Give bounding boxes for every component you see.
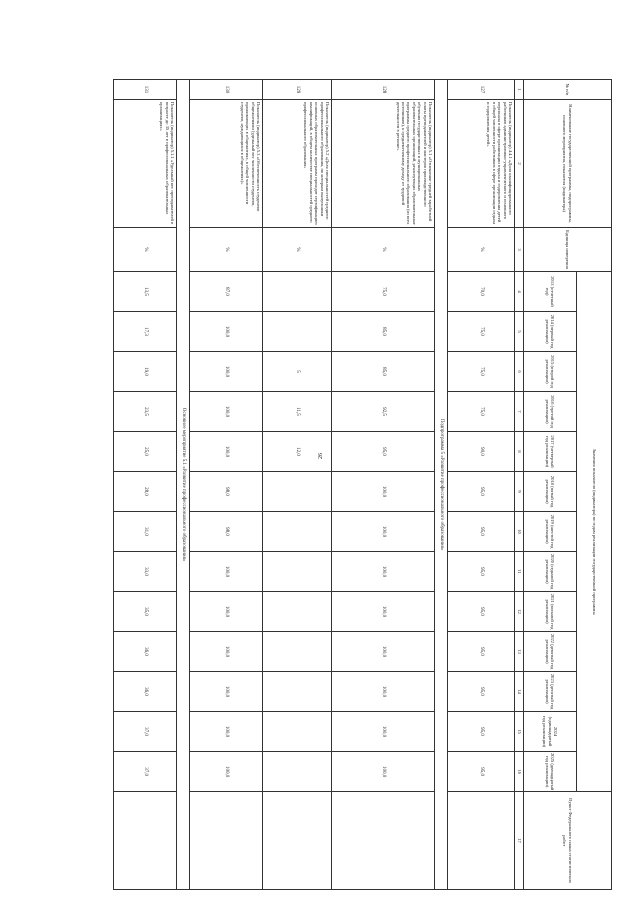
table-row (448, 80, 515, 890)
header-year: 2021 (восьмой год реализации) (524, 592, 577, 632)
header-col-number: 14 (515, 672, 524, 712)
row-value: 100,0 (190, 672, 263, 712)
row-value: 87,0 (190, 272, 263, 312)
rotated-table-container (56, 79, 612, 889)
row-unit: % (448, 228, 515, 272)
row-value: 37,0 (114, 752, 177, 792)
row-indicator-name: Показатель (индикатор) 5.1 «Отношение средней заработной платы преподавателей и мастеров производственного обучения государственных и муниципальных образовательных организаций, реализующих образовательные программы среднего профессионального образования (из всех источников), к среднемесячному доходу от трудовой деятельности в регионе» (332, 100, 435, 228)
header-col-number: 9 (515, 472, 524, 512)
row-value (263, 272, 332, 312)
row-value: 19,0 (114, 352, 177, 392)
row-value: 98,0 (190, 512, 263, 552)
row-value: 95,0 (332, 432, 435, 472)
header-year: 2019 (шестой год реализации) (524, 512, 577, 552)
table-row (190, 80, 263, 890)
row-value: 75,0 (448, 352, 515, 392)
header-unit: Единица измерения (524, 228, 612, 272)
row-value: 95,0 (448, 752, 515, 792)
row-value: 100,0 (190, 592, 263, 632)
row-value (263, 672, 332, 712)
header-year: 2023 (десятый год реализации) (524, 672, 577, 712)
row-unit: % (114, 228, 177, 272)
row-value: 36,0 (114, 632, 177, 672)
header-col-number: 7 (515, 392, 524, 432)
header-year: 2024 (одиннадцатый год реализации) (524, 712, 577, 752)
row-value: 100,0 (332, 632, 435, 672)
header-col-number: 11 (515, 552, 524, 592)
section-title: Подпрограмма 5 «Развитие профессионального образования» (435, 80, 448, 890)
row-value: 17,3 (114, 312, 177, 352)
row-value (263, 592, 332, 632)
row-value: 11,5 (263, 392, 332, 432)
row-value (263, 472, 332, 512)
indicator-table (113, 79, 612, 890)
header-col-number: 4 (515, 272, 524, 312)
header-year: 2016 (третий год реализации) (524, 392, 577, 432)
row-value: 95,0 (448, 712, 515, 752)
row-unit: % (263, 228, 332, 272)
row-value: 95,0 (448, 472, 515, 512)
row-value: 70,0 (448, 272, 515, 312)
row-value (263, 512, 332, 552)
row-value: 100,0 (190, 432, 263, 472)
header-name: Наименование государственной программы, подпрограммы, основного мероприятия, показателя (индикатора) (524, 100, 612, 228)
header-num: № п/п (524, 80, 612, 100)
row-unit: % (332, 228, 435, 272)
row-value: 100,0 (190, 632, 263, 672)
header-year: 2017 (четвертый год реализации) (524, 432, 577, 472)
row-value: 100,0 (332, 552, 435, 592)
row-plan (114, 792, 177, 890)
row-plan (448, 792, 515, 890)
header-col-number: 5 (515, 312, 524, 352)
row-value: 37,0 (114, 712, 177, 752)
row-number: 128 (332, 80, 435, 100)
row-value (263, 312, 332, 352)
row-value: 33,0 (114, 552, 177, 592)
row-value: 100,0 (332, 472, 435, 512)
row-value: 35,0 (114, 592, 177, 632)
header-col-number: 12 (515, 592, 524, 632)
header-year: 2025 (двенадцатый год реализации) (524, 752, 577, 792)
row-value: 31,0 (114, 512, 177, 552)
row-indicator-name: Показатель (индикатор) 4.4.1 «Доля квалифицированного работников административно-управленческого и основного персонала в сфере организации отдыха и оздоровления детей в общей численности работников в сфере организации отдыха и оздоровления детей» (448, 100, 515, 228)
page-number: 26 (318, 453, 324, 459)
header-col-number: 1 (515, 80, 524, 100)
row-number: 130 (190, 80, 263, 100)
row-value: 95,0 (448, 632, 515, 672)
row-value: 100,0 (190, 552, 263, 592)
row-value: 95,0 (448, 672, 515, 712)
header-year: 2013 (отчетный год) (524, 272, 577, 312)
row-value: 23,5 (114, 392, 177, 432)
header-year: 2018 (пятый год реализации) (524, 472, 577, 512)
row-value: 12,0 (263, 432, 332, 472)
row-value: 100,0 (190, 352, 263, 392)
row-value: 100,0 (332, 712, 435, 752)
row-value: 75,0 (332, 272, 435, 312)
header-col-number: 17 (515, 792, 524, 890)
row-value: 100,0 (190, 752, 263, 792)
row-value: 98,0 (190, 472, 263, 512)
table-row (263, 80, 332, 890)
section-row (435, 80, 448, 890)
row-value: 100,0 (190, 392, 263, 432)
table-row (114, 80, 177, 890)
row-value: 75,0 (448, 392, 515, 432)
row-value: 13,5 (114, 272, 177, 312)
section-row (177, 80, 190, 890)
row-number: 129 (263, 80, 332, 100)
header-col-number: 13 (515, 632, 524, 672)
row-value: 75,0 (448, 312, 515, 352)
header-year: 2020 (седьмой год реализации) (524, 552, 577, 592)
row-plan (263, 792, 332, 890)
row-value: 95,0 (448, 512, 515, 552)
row-value (263, 552, 332, 592)
header-col-number: 10 (515, 512, 524, 552)
row-unit: % (190, 228, 263, 272)
header-year: 2014 (первый год реализации) (524, 312, 577, 352)
row-value: 92,5 (332, 392, 435, 432)
row-number: 127 (448, 80, 515, 100)
row-value: 25,0 (114, 432, 177, 472)
row-value: 28,0 (114, 472, 177, 512)
row-plan (332, 792, 435, 890)
row-value: 100,0 (332, 752, 435, 792)
row-value: 100,0 (332, 592, 435, 632)
row-value: 95,0 (448, 552, 515, 592)
row-value: 90,0 (448, 432, 515, 472)
row-indicator-name: Показатель (индикатор) 5.1.1 «Удельный вес преподавателей в возрасте до 35 лет в профессиональных образовательных организациях» (114, 100, 177, 228)
row-value: 36,0 (114, 672, 177, 712)
header-col-number: 6 (515, 352, 524, 392)
header-col-number: 2 (515, 100, 524, 228)
header-year: 2022 (девятый год реализации) (524, 632, 577, 672)
row-value: 85,0 (332, 312, 435, 352)
section-title: Основное мероприятие 5.1 «Развитие профессионального образования» (177, 80, 190, 890)
row-value (263, 752, 332, 792)
header-year: 2015 (второй год реализации) (524, 352, 577, 392)
header-col-number: 3 (515, 228, 524, 272)
row-indicator-name: Показатель (индикатор) 5.3 «Обеспеченность студентов общежитиями (удельный вес численности студентов, проживающих в общежитиях, в общей численности студентов, нуждающихся в общежитиях)» (190, 100, 263, 228)
row-value: 100,0 (190, 712, 263, 752)
header-col-number: 15 (515, 712, 524, 752)
row-number: 131 (114, 80, 177, 100)
row-value: 5 (263, 352, 332, 392)
row-indicator-name: Показатель (индикатор) 5.2 «Доля специальностей среднего профессионального образования, по которым выпускники основных образовательных программ проходят сертификацию квалификаций, в общем количестве специальностей среднего профессионального образования» (263, 100, 332, 228)
row-value: 100,0 (332, 672, 435, 712)
row-value (263, 632, 332, 672)
row-value: 100,0 (190, 312, 263, 352)
header-col-number: 8 (515, 432, 524, 472)
row-plan (190, 792, 263, 890)
row-value: 100,0 (332, 512, 435, 552)
row-value (263, 712, 332, 752)
header-values-group: Значения показателя (индикатора) по годам реализации государственной программы (577, 272, 612, 792)
row-value: 95,0 (448, 592, 515, 632)
table-row (332, 80, 435, 890)
header-plan: Пункт Федерального плана статистических работ (524, 792, 612, 890)
row-value: 85,0 (332, 352, 435, 392)
header-col-number: 16 (515, 752, 524, 792)
